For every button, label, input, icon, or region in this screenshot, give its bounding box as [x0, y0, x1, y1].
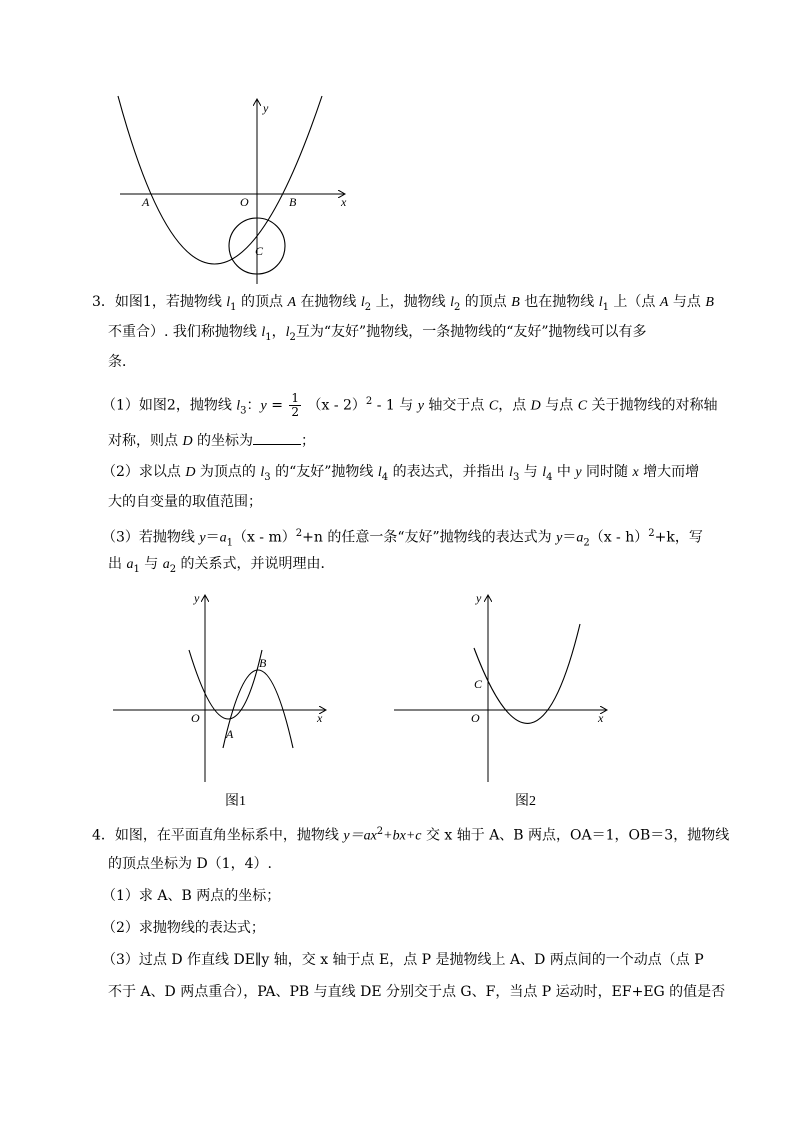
point-c-label: C: [474, 677, 483, 691]
answer-blank: [253, 430, 301, 445]
parabola-l1: [189, 650, 262, 719]
origin-label: O: [191, 711, 200, 725]
point-b-label: B: [259, 656, 267, 670]
figure-1: [105, 588, 335, 788]
point-c-label: C: [255, 244, 264, 258]
origin-label: O: [471, 711, 480, 725]
y-axis-label: y: [263, 101, 269, 115]
top-figure: [110, 88, 360, 288]
origin-label: O: [240, 195, 249, 209]
figure-2: [390, 588, 620, 788]
figure-1-caption: 图1: [225, 794, 246, 809]
x-axis-label: x: [317, 711, 323, 725]
x-axis-label: x: [341, 195, 347, 209]
fraction-one-half: $\frac{1}{2}$: [291, 391, 300, 420]
y-axis-label: y: [476, 591, 482, 605]
parabola-l3: [474, 624, 580, 723]
y-axis-label: y: [194, 591, 200, 605]
point-a-label: A: [226, 727, 234, 741]
point-b-label: B: [289, 195, 297, 209]
figure-2-caption: 图2: [515, 794, 536, 809]
x-axis-label: x: [598, 711, 604, 725]
point-a-label: A: [142, 195, 150, 209]
parabola-l2: [223, 670, 293, 748]
parabola-curve: [118, 96, 322, 264]
